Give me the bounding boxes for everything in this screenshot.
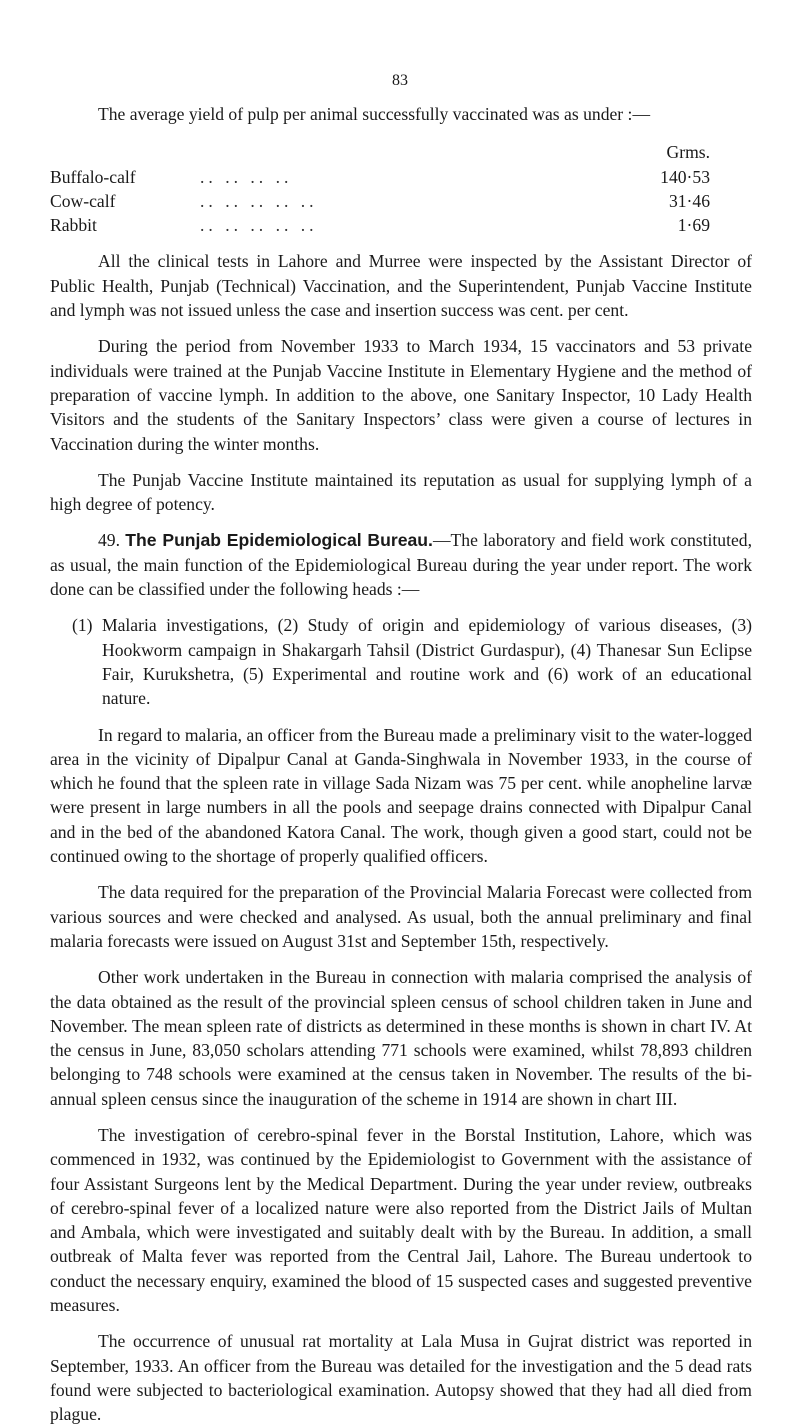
- table-row: [50, 189, 710, 213]
- yield-unit-header: Grms.: [666, 142, 710, 163]
- section-text: —The laboratory and field work constituted, as usual, the main function of the Epidemiological Bureau during the year under report. The work done can be classified under the following heads :—: [50, 530, 752, 600]
- section-heading: The Punjab Epidemiological Bureau.: [125, 530, 433, 551]
- yield-value: 1·69: [677, 215, 710, 236]
- yield-animal: Buffalo-calf: [50, 166, 136, 187]
- leader-dots: .. .. .. .. ..: [200, 190, 318, 211]
- yield-table: [50, 140, 710, 237]
- intro-paragraph: The average yield of pulp per animal successfully vaccinated was as under :—: [98, 104, 651, 124]
- table-row: [50, 213, 710, 237]
- yield-animal: Rabbit: [50, 215, 97, 236]
- page-content: [50, 102, 752, 1427]
- paragraph-spleen-census: Other work undertaken in the Bureau in connection with malaria comprised the analysis of the data obtained as the result of the provincial spleen census of school children taken in June and November. The mean spleen rate of districts as determined in these months is shown in chart IV. At the census in June, 83,050 scholars attending 771 schools were examined, whilst 78,893 children belonging to 748 schools were examined at the census taken in November. The results of the bi-annual spleen census since the inauguration of the scheme in 1914 are shown in chart III.: [50, 967, 752, 1109]
- yield-animal: Cow-calf: [50, 190, 116, 211]
- section-number: 49.: [98, 530, 120, 551]
- paragraph-clinical-tests: All the clinical tests in Lahore and Murree were inspected by the Assistant Director of Public Health, Punjab (Technical) Vaccination, and the Superintendent, Punjab Vaccine Institute and lymph was not issued unless the case and insertion success was cent. per cent.: [50, 251, 752, 321]
- yield-value: 31·46: [668, 190, 710, 211]
- paragraph-cerebro-spinal: The investigation of cerebro-spinal fever in the Borstal Institution, Lahore, which was commenced in 1932, was continued by the Epidemiologist to Government with the assistance of four Assistant Surgeons lent by the Medical Department. During the year under review, outbreaks of cerebro-spinal fever of a localized nature were also reported from the District Jails of Multan and Ambala, which were investigated and suitably dealt with by the Bureau. In addition, a small outbreak of Malta fever was reported from the Central Jail, Lahore. The Bureau undertook to conduct the necessary enquiry, examined the blood of 15 suspected cases and suggested preventive measures.: [50, 1124, 752, 1316]
- page-number: 83: [392, 72, 408, 89]
- table-row: [50, 165, 710, 189]
- paragraph-bureau: [50, 528, 752, 601]
- paragraph-reputation: The Punjab Vaccine Institute maintained its reputation as usual for supplying lymph of a high degree of potency.: [50, 469, 752, 515]
- work-heads-list: (1) Malaria investigations, (2) Study of origin and epidemiology of various diseases, (3) Hookworm campaign in Shakargarh Tahsil (District Gurdaspur), (4) Thanesar Sun Eclipse Fair, Kurukshetra, (5) Experimental and routine work and (6) work of an educational nature.: [72, 615, 752, 709]
- leader-dots: .. .. .. .. ..: [200, 215, 318, 236]
- paragraph-malaria-visit: In regard to malaria, an officer from the Bureau made a preliminary visit to the water-logged area in the vicinity of Dipalpur Canal at Ganda-Singhwala in November 1933, in the course of which he found that the spleen rate in village Sada Nizam was 75 per cent. while anopheline larvæ were present in large numbers in all the pools and seepage drains connected with Dipalpur Canal and in the bed of the abandoned Katora Canal. The work, though given a good start, could not be continued owing to the shortage of properly qualified officers.: [50, 724, 752, 867]
- leader-dots: .. .. .. ..: [200, 166, 293, 187]
- paragraph-rat-mortality: The occurrence of unusual rat mortality at Lala Musa in Gujrat district was reported in September, 1933. An officer from the Bureau was detailed for the investigation and the 5 dead rats found were subjected to bacteriological examination. Autopsy showed that they had all died from plague.: [50, 1331, 752, 1425]
- yield-value: 140·53: [660, 166, 710, 187]
- paragraph-training: During the period from November 1933 to March 1934, 15 vaccinators and 53 private individuals were trained at the Punjab Vaccine Institute in Elementary Hygiene and the method of preparation of vaccine lymph. In addition to the above, one Sanitary Inspector, 10 Lady Health Visitors and the students of the Sanitary Inspectors’ class were given a course of lectures in Vaccination during the winter months.: [50, 336, 752, 454]
- paragraph-malaria-forecast: The data required for the preparation of the Provincial Malaria Forecast were collected from various sources and were checked and analysed. As usual, both the annual preliminary and final malaria forecasts were issued on August 31st and September 15th, respectively.: [50, 882, 752, 951]
